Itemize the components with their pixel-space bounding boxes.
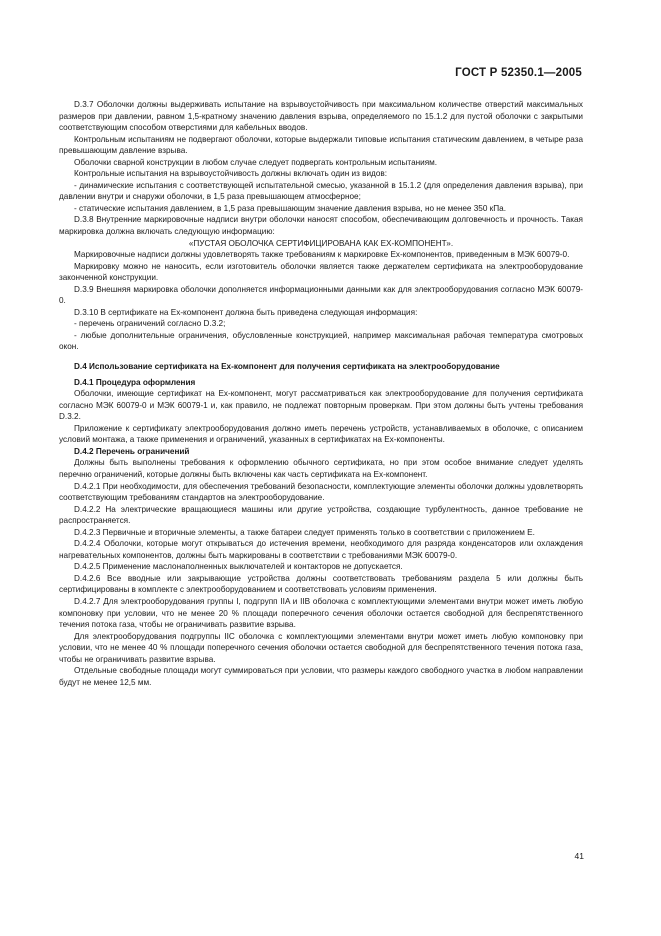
paragraph: Контрольные испытания на взрывоустойчивость должны включать один из видов: xyxy=(74,169,388,179)
list-item: - перечень ограничений согласно D.3.2; xyxy=(74,319,226,329)
document-header: ГОСТ Р 52350.1—2005 xyxy=(455,67,582,79)
paragraph-d-4-2-2: D.4.2.2 На электрические вращающиеся машины или другие устройства, создающие турбулентность, данное требование не распространяется. xyxy=(59,504,583,526)
paragraph: Для электрооборудования подгруппы IIC оболочка с комплектующими элементами внутри может иметь любую компоновку при условии, что не менее 40 % площади поперечного сечения оболочки остается свободной для беспрепятственного течения потока газа, чтобы не ограничивать развитие взрыва. xyxy=(59,631,583,664)
paragraph-d-3-10: D.3.10 В сертификате на Ex-компонент должна быть приведена следующая информация: xyxy=(74,307,418,317)
paragraph-d-4-2-1: D.4.2.1 При необходимости, для обеспечения требований безопасности, комплектующие элементы оболочки должны удовлетворять соответствующим требованиям стандартов на электрооборудование. xyxy=(59,481,583,503)
paragraph: Контрольным испытаниям не подвергают оболочки, которые выдержали типовые испытания статическим давлением, в четыре раза превышающим давление взрыва. xyxy=(59,134,583,156)
paragraph: Отдельные свободные площади могут суммироваться при условии, что размеры каждого свободного участка в любом направлении будут не менее 12,5 мм. xyxy=(59,666,583,687)
paragraph-d-3-7: D.3.7 Оболочки должны выдерживать испытание на взрывоустойчивость при максимальном количестве отверстий максимальных размеров при давлении, равном 1,5-кратному значению давления взрыва, определяемого по 15.1.2 для пустой оболочки с закрытыми соответствующим способом отверстиями для кабельных вводов. xyxy=(59,100,583,133)
subsection-heading-d-4-1: D.4.1 Процедура оформления xyxy=(74,377,196,387)
document-body xyxy=(59,99,583,688)
paragraph-d-4-2-4: D.4.2.4 Оболочки, которые могут открываться до истечения времени, необходимого для разряда конденсаторов или охлаждения нагревательных компонентов, должны быть маркированы в соответствии с требованиями МЭК 60079-0. xyxy=(59,539,583,560)
paragraph-d-3-9: D.3.9 Внешняя маркировка оболочки дополняется информационными данными как для электрооборудования согласно МЭК 60079-0. xyxy=(59,284,583,306)
subsection-heading-d-4-2: D.4.2 Перечень ограничений xyxy=(74,446,190,456)
paragraph: Маркировочные надписи должны удовлетворять также требованиям к маркировке Ex-компонентов, приведенным в МЭК 60079-0. xyxy=(74,250,570,260)
paragraph-d-4-2-7: D.4.2.7 Для электрооборудования группы I, подгрупп IIA и IIB оболочка с комплектующими элементами внутри может иметь любую компоновку при условии, что не менее 20 % площади поперечного сечения оболочки остается свободной для беспрепятственного течения потока газа, чтобы не ограничивать развитие взрыва. xyxy=(59,596,583,630)
paragraph: Должны быть выполнены требования к оформлению обычного сертификата, но при этом особое внимание следует уделять перечню ограничений, которые должны быть включены как часть сертификата на Ex-компонент. xyxy=(59,458,583,479)
page-number: 41 xyxy=(574,851,584,861)
paragraph: Оболочки сварной конструкции в любом случае следует подвергать контрольным испытаниям. xyxy=(74,157,438,167)
marking-text: «ПУСТАЯ ОБОЛОЧКА СЕРТИФИЦИРОВАНА КАК EX-КОМПОНЕНТ». xyxy=(188,238,454,248)
list-item: - статические испытания давлением, в 1,5 раза превышающим значение давления взрыва, но не менее 350 кПа. xyxy=(74,203,506,213)
paragraph: Приложение к сертификату электрооборудования должно иметь перечень устройств, устанавливаемых в оболочке, с описанием условий монтажа, а также применения и ограничений, указанных в сертификатах на Ex-компоненты. xyxy=(59,423,583,445)
paragraph-d-4-2-5: D.4.2.5 Применение маслонаполненных выключателей и контакторов не допускается. xyxy=(74,562,403,572)
paragraph: Маркировку можно не наносить, если изготовитель оболочки является также держателем сертификата на электрооборудование законченной конструкции. xyxy=(59,261,583,283)
list-item: - любые дополнительные ограничения, обусловленные конструкцией, например максимальная рабочая температура смотровых окон. xyxy=(59,330,583,352)
paragraph: Оболочки, имеющие сертификат на Ex-компонент, могут рассматриваться как электрооборудование для получения сертификата согласно МЭК 60079-0 и МЭК 60079-1 и, как правило, не подлежат повторным проверкам. При этом должны быть учтены требования D.3.2. xyxy=(59,389,583,422)
paragraph-d-4-2-6: D.4.2.6 Все вводные или закрывающие устройства должны соответствовать требованиям раздела 5 или должны быть сертифицированы в комплекте с электрооборудованием и соответствовать условиям применения. xyxy=(59,573,583,595)
paragraph-d-4-2-3: D.4.2.3 Первичные и вторичные элементы, а также батареи следует применять только в соответствии с приложением Е. xyxy=(74,527,535,537)
paragraph-d-3-8: D.3.8 Внутренние маркировочные надписи внутри оболочки наносят способом, обеспечивающим долговечность и прочность. Такая маркировка должна включать следующую информацию: xyxy=(59,215,583,237)
list-item: - динамические испытания с соответствующей испытательной смесью, указанной в 15.1.2 (для определения давления взрыва), при давлении внутри и снаружи оболочки, в 1,5 раза превышающем атмосферное; xyxy=(59,180,583,202)
section-heading-d-4: D.4 Использование сертификата на Ex-компонент для получения сертификата на электрооборудование xyxy=(74,362,500,372)
